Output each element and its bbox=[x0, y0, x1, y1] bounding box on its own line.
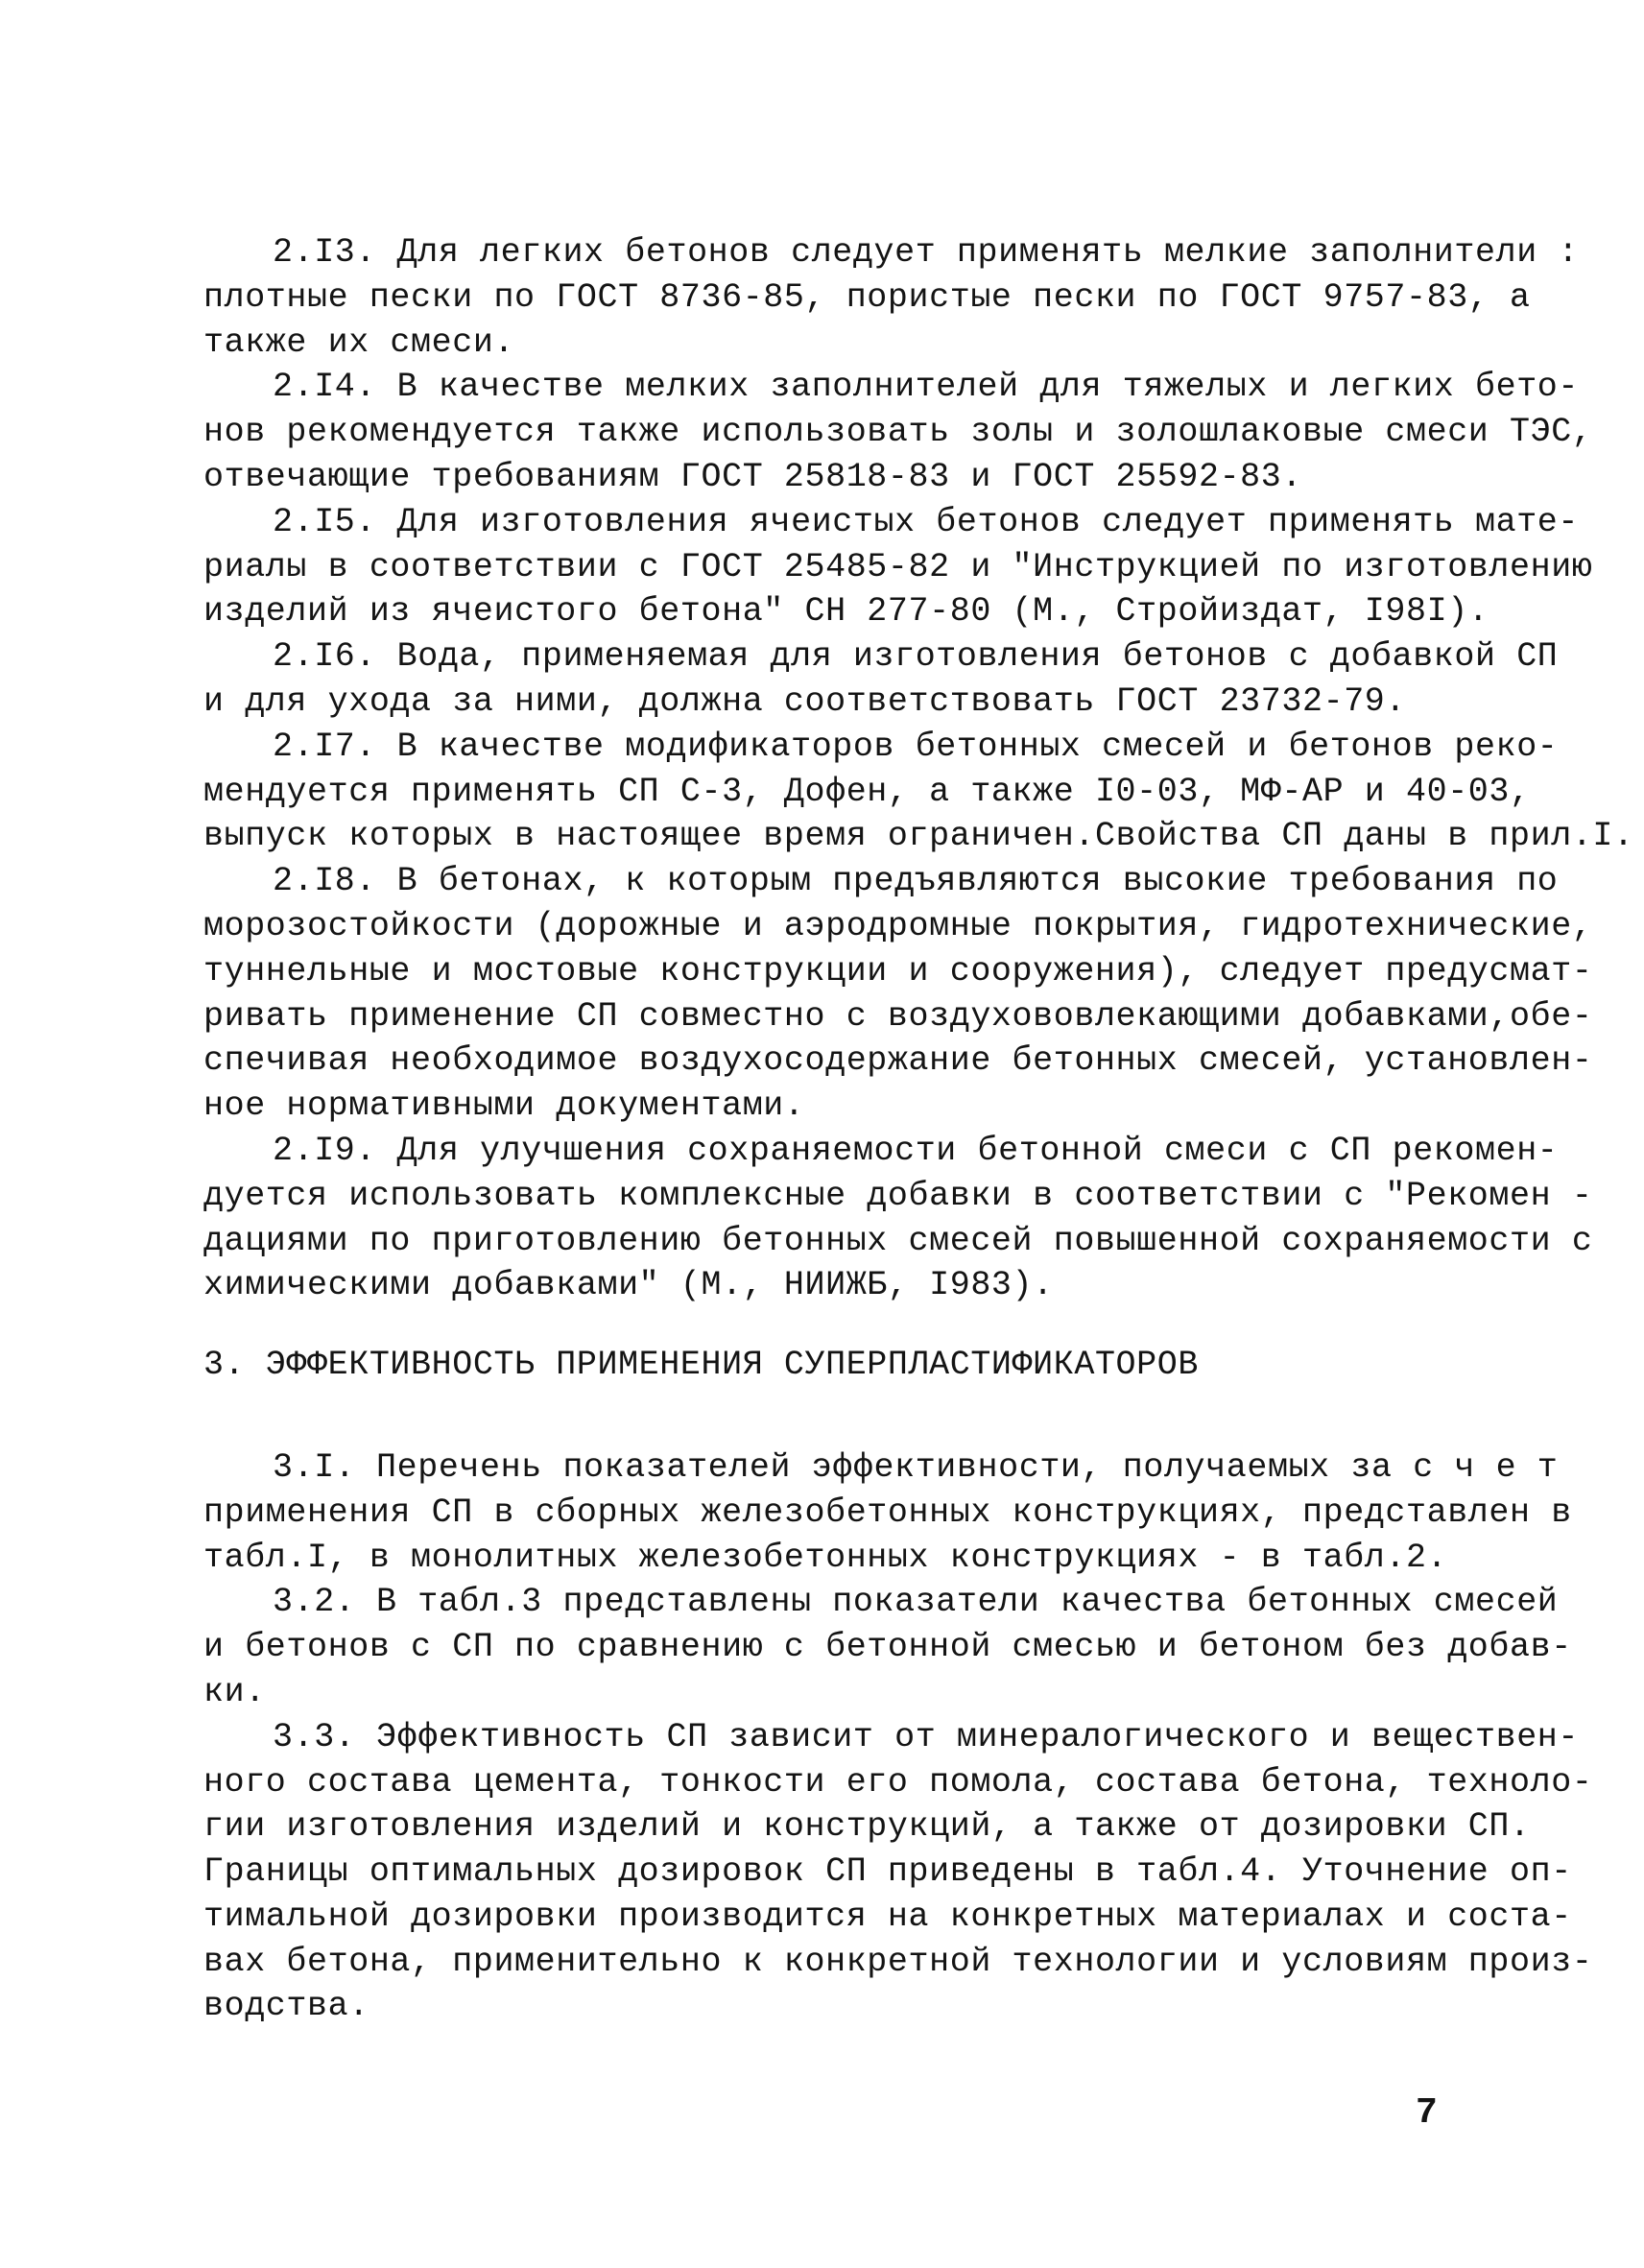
text-line: мендуется применять СП С-3, Дофен, а также I0-03, МФ-АР и 40-03, bbox=[203, 772, 1531, 811]
text-line: плотные пески по ГОСТ 8736-85, пористые пески по ГОСТ 9757-83, а bbox=[203, 277, 1531, 317]
paragraph-3-2 bbox=[203, 1580, 1572, 1714]
text-line: и бетонов с СП по сравнению с бетонной смесью и бетоном без добав- bbox=[203, 1628, 1572, 1667]
page-number: 7 bbox=[1416, 2092, 1438, 2134]
text-line: тимальной дозировки производится на конкретных материалах и соста- bbox=[203, 1897, 1572, 1936]
text-line: вах бетона, применительно к конкретной технологии и условиям произ- bbox=[203, 1942, 1593, 1981]
text-line: 2.I5. Для изготовления ячеистых бетонов следует применять мате- bbox=[273, 502, 1580, 541]
paragraph-2-15 bbox=[203, 500, 1593, 634]
text-line: ного состава цемента, тонкости его помола, состава бетона, техноло- bbox=[203, 1762, 1593, 1802]
text-line: Границы оптимальных дозировок СП приведены в табл.4. Уточнение оп- bbox=[203, 1852, 1572, 1892]
text-line: 3.3. Эффективность СП зависит от минералогического и веществен- bbox=[273, 1717, 1580, 1756]
text-line: 3.2. В табл.3 представлены показатели качества бетонных смесей bbox=[273, 1583, 1559, 1622]
text-line: гии изготовления изделий и конструкций, а также от дозировки СП. bbox=[203, 1807, 1531, 1847]
paragraph-3-1 bbox=[203, 1445, 1572, 1580]
text-line: водства. bbox=[203, 1987, 369, 2026]
paragraph-2-17 bbox=[203, 725, 1634, 859]
text-line: 2.I7. В качестве модификаторов бетонных смесей и бетонов реко- bbox=[273, 727, 1559, 766]
text-line: 2.I8. В бетонах, к которым предъявляются высокие требования по bbox=[273, 862, 1559, 901]
text-line: риалы в соответствии с ГОСТ 25485-82 и "Инструкцией по изготовлению bbox=[203, 547, 1593, 586]
text-line: изделий из ячеистого бетона" СН 277-80 (М., Стройиздат, I98I). bbox=[203, 592, 1489, 632]
paragraph-2-13 bbox=[203, 230, 1580, 365]
paragraph-3-3 bbox=[203, 1715, 1593, 2030]
text-line: химическими добавками" (М., НИИЖБ, I983). bbox=[203, 1266, 1054, 1305]
text-line: 2.I4. В качестве мелких заполнителей для тяжелых и легких бето- bbox=[273, 368, 1580, 407]
text-line: применения СП в сборных железобетонных конструкциях, представлен в bbox=[203, 1492, 1572, 1532]
text-line: 2.I3. Для легких бетонов следует применять мелкие заполнители : bbox=[273, 233, 1580, 272]
section-heading: 3. ЭФФЕКТИВНОСТЬ ПРИМЕНЕНИЯ СУПЕРПЛАСТИФИКАТОРОВ bbox=[203, 1346, 1199, 1385]
paragraph-2-14 bbox=[203, 365, 1593, 499]
text-line: отвечающие требованиям ГОСТ 25818-83 и ГОСТ 25592-83. bbox=[203, 457, 1302, 496]
text-line: выпуск которых в настоящее время ограничен.Свойства СП даны в прил.I. bbox=[203, 817, 1634, 856]
text-line: 2.I9. Для улучшения сохраняемости бетонной смеси с СП рекомен- bbox=[273, 1131, 1559, 1170]
paragraph-2-16 bbox=[203, 634, 1559, 725]
text-line: дуется использовать комплексные добавки в соответствии с "Рекомен - bbox=[203, 1176, 1593, 1215]
text-line: спечивая необходимое воздухосодержание бетонных смесей, установлен- bbox=[203, 1041, 1593, 1081]
text-line: туннельные и мостовые конструкции и сооружения), следует предусмат- bbox=[203, 951, 1593, 991]
paragraph-2-18 bbox=[203, 859, 1593, 1129]
text-line: ное нормативными документами. bbox=[203, 1086, 805, 1126]
text-line: дациями по приготовлению бетонных смесей повышенной сохраняемости с bbox=[203, 1221, 1593, 1260]
text-line: 2.I6. Вода, применяемая для изготовления бетонов с добавкой СП bbox=[273, 637, 1559, 677]
text-line: табл.I, в монолитных железобетонных конструкциях - в табл.2. bbox=[203, 1538, 1448, 1577]
text-line: ривать применение СП совместно с воздухововлекающими добавками,обе- bbox=[203, 996, 1593, 1036]
paragraph-2-19 bbox=[203, 1129, 1593, 1308]
text-line: 3.I. Перечень показателей эффективности, получаемых за с ч е т bbox=[273, 1447, 1559, 1487]
text-line: ки. bbox=[203, 1672, 266, 1711]
text-line: нов рекомендуется также использовать золы и золошлаковые смеси ТЭС, bbox=[203, 413, 1593, 452]
text-line: и для ухода за ними, должна соответствовать ГОСТ 23732-79. bbox=[203, 681, 1406, 721]
text-line: также их смеси. bbox=[203, 322, 515, 362]
text-line: морозостойкости (дорожные и аэродромные покрытия, гидротехнические, bbox=[203, 906, 1593, 945]
page-body bbox=[203, 230, 1634, 2029]
